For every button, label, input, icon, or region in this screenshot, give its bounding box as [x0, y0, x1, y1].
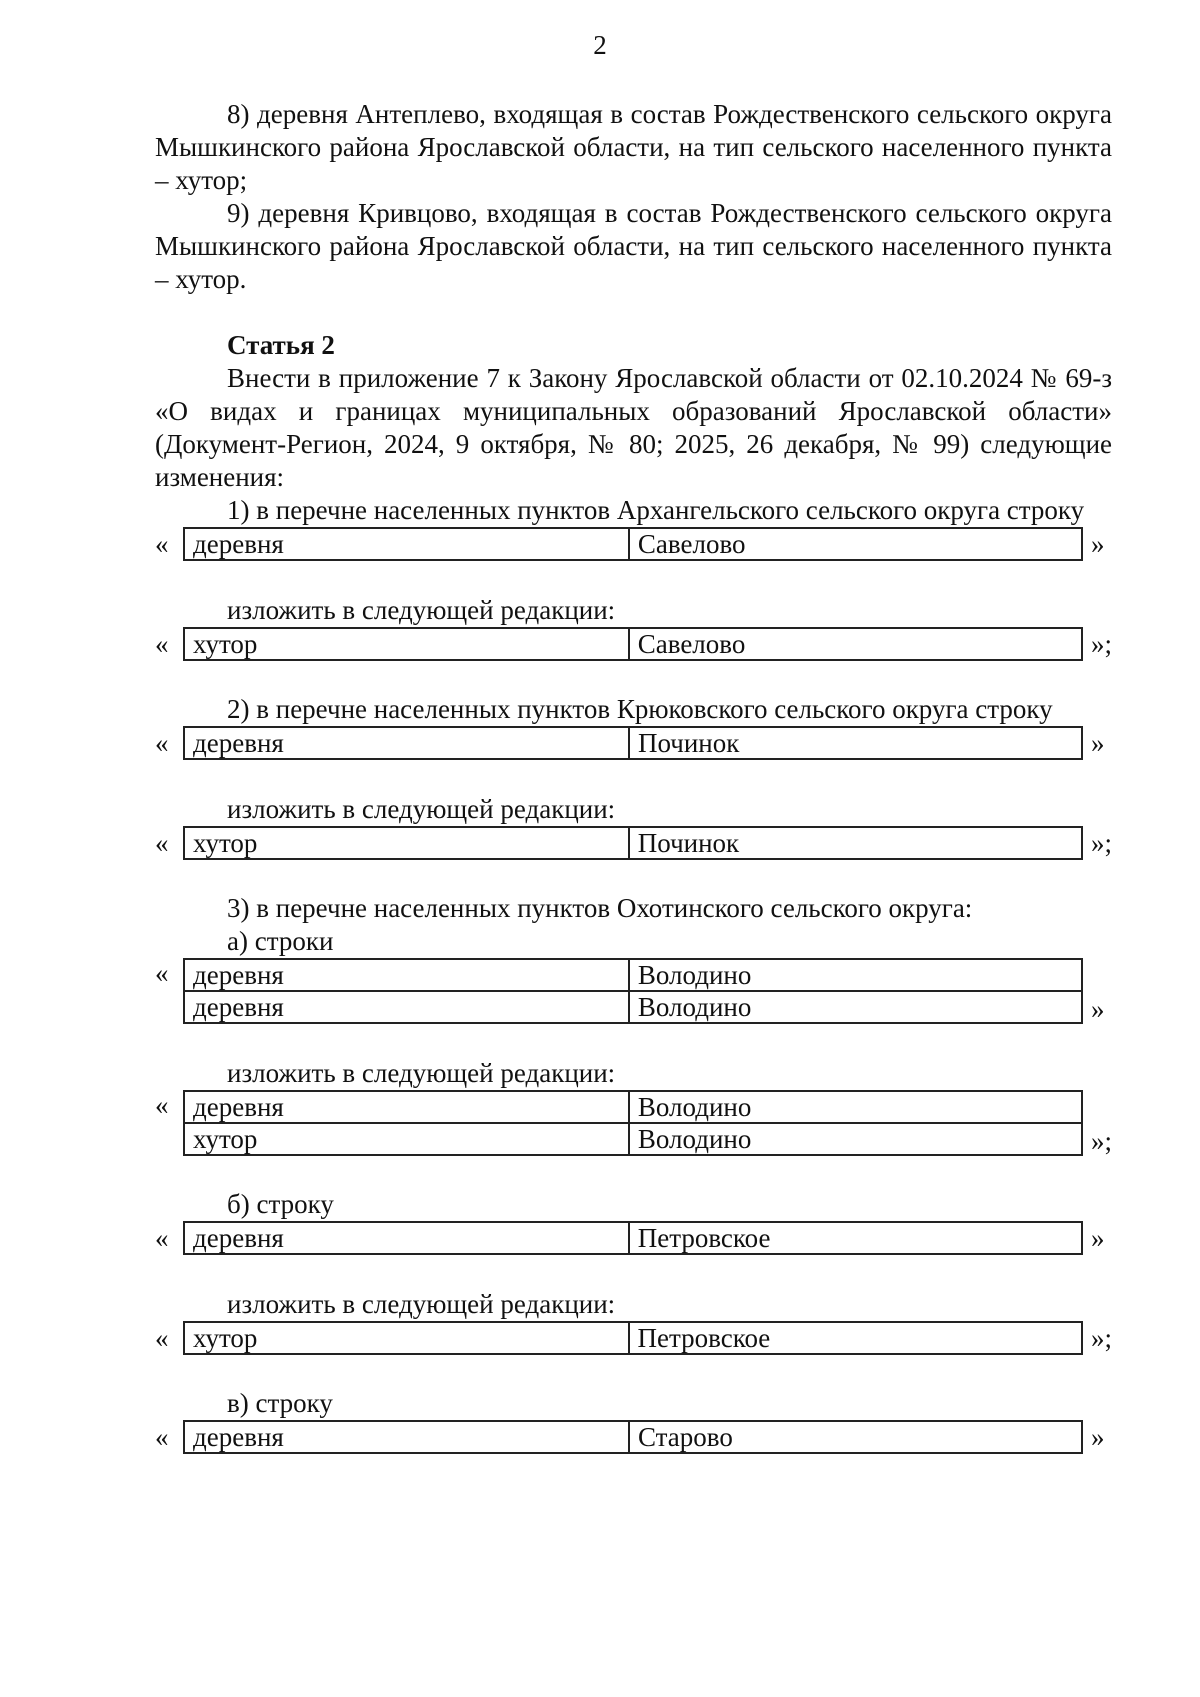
entry-table — [183, 958, 1083, 1024]
entry-table — [183, 1221, 1083, 1255]
settlement-name-cell: Володино — [629, 1123, 1082, 1155]
section-3a-old-row — [155, 958, 1112, 1024]
settlement-name-cell: Починок — [629, 827, 1082, 859]
entry-table — [183, 726, 1083, 760]
table-row — [184, 727, 1082, 759]
open-quote: « — [155, 727, 169, 758]
section-2-old-row — [155, 726, 1112, 760]
open-quote: « — [155, 1090, 169, 1120]
page-number: 2 — [593, 30, 607, 60]
settlement-name-cell: Петровское — [629, 1322, 1082, 1354]
entry-table — [183, 1090, 1083, 1156]
section-3-text: 3) в перечне населенных пунктов Охотинского сельского округа: — [227, 893, 973, 923]
table-row — [184, 1091, 1082, 1123]
section-1-old-row — [155, 527, 1112, 561]
open-quote: « — [155, 958, 169, 988]
close-quote: »; — [1091, 827, 1113, 858]
settlement-name-cell: Савелово — [629, 528, 1082, 560]
settlement-name-cell: Володино — [629, 1091, 1082, 1123]
table-row — [184, 528, 1082, 560]
paragraph-item-9: 9) деревня Кривцово, входящая в состав Рождественского сельского округа Мышкинского района Ярославской области, на тип сельского населенного пункта – хутор. — [155, 198, 1112, 294]
table-row — [184, 1421, 1082, 1453]
section-1-new-row — [155, 627, 1112, 661]
entry-table — [183, 1321, 1083, 1355]
table-row — [184, 1123, 1082, 1155]
entry-table — [183, 1420, 1083, 1454]
entry-table — [183, 826, 1083, 860]
document-body — [155, 98, 1112, 1454]
article-intro: Внести в приложение 7 к Закону Ярославской области от 02.10.2024 № 69-з «О видах и границах муниципальных образований Ярославской области» (Документ-Регион, 2024, 9 октября, № 80; 2025, 26 декабря, № 99) следующие изменения: — [155, 363, 1112, 492]
section-3b-text: б) строку — [227, 1189, 334, 1219]
settlement-type-cell: хутор — [184, 827, 629, 859]
close-quote: » — [1091, 1222, 1105, 1253]
table-row — [184, 628, 1082, 660]
open-quote: « — [155, 628, 169, 659]
section-3a-text: а) строки — [227, 926, 334, 956]
section-3b-old-row — [155, 1221, 1112, 1255]
close-quote: » — [1091, 1421, 1105, 1452]
paragraph-item-8: 8) деревня Антеплево, входящая в состав Рождественского сельского округа Мышкинского района Ярославской области, на тип сельского населенного пункта – хутор; — [155, 99, 1112, 195]
close-quote: » — [1091, 727, 1105, 758]
new-edition-label: изложить в следующей редакции: — [227, 1058, 616, 1088]
new-edition-label: изложить в следующей редакции: — [227, 794, 616, 824]
new-edition-label: изложить в следующей редакции: — [227, 1289, 616, 1319]
settlement-name-cell: Починок — [629, 727, 1082, 759]
settlement-name-cell: Савелово — [629, 628, 1082, 660]
settlement-type-cell: хутор — [184, 1123, 629, 1155]
settlement-type-cell: деревня — [184, 1091, 629, 1123]
open-quote: « — [155, 1421, 169, 1452]
close-quote: »; — [1091, 1126, 1113, 1156]
close-quote: » — [1091, 994, 1105, 1024]
section-3a-new-row — [155, 1090, 1112, 1156]
table-row — [184, 959, 1082, 991]
entry-table — [183, 527, 1083, 561]
close-quote: » — [1091, 528, 1105, 559]
close-quote: »; — [1091, 628, 1113, 659]
settlement-name-cell: Володино — [629, 991, 1082, 1023]
new-edition-label: изложить в следующей редакции: — [227, 595, 616, 625]
entry-table — [183, 627, 1083, 661]
settlement-type-cell: хутор — [184, 628, 629, 660]
settlement-type-cell: деревня — [184, 1421, 629, 1453]
section-1-text: 1) в перечне населенных пунктов Архангельского сельского округа строку — [227, 495, 1085, 525]
open-quote: « — [155, 1322, 169, 1353]
table-row — [184, 1322, 1082, 1354]
settlement-type-cell: деревня — [184, 727, 629, 759]
settlement-name-cell: Старово — [629, 1421, 1082, 1453]
open-quote: « — [155, 827, 169, 858]
settlement-name-cell: Петровское — [629, 1222, 1082, 1254]
section-2-text: 2) в перечне населенных пунктов Крюковского сельского округа строку — [227, 694, 1053, 724]
open-quote: « — [155, 1222, 169, 1253]
settlement-type-cell: хутор — [184, 1322, 629, 1354]
table-row — [184, 827, 1082, 859]
section-3v-old-row — [155, 1420, 1112, 1454]
table-row — [184, 1222, 1082, 1254]
article-title: Статья 2 — [227, 330, 335, 360]
section-3b-new-row — [155, 1321, 1112, 1355]
settlement-type-cell: деревня — [184, 528, 629, 560]
table-row — [184, 991, 1082, 1023]
close-quote: »; — [1091, 1322, 1113, 1353]
section-2-new-row — [155, 826, 1112, 860]
section-3v-text: в) строку — [227, 1388, 333, 1418]
settlement-name-cell: Володино — [629, 959, 1082, 991]
settlement-type-cell: деревня — [184, 991, 629, 1023]
settlement-type-cell: деревня — [184, 959, 629, 991]
settlement-type-cell: деревня — [184, 1222, 629, 1254]
open-quote: « — [155, 528, 169, 559]
